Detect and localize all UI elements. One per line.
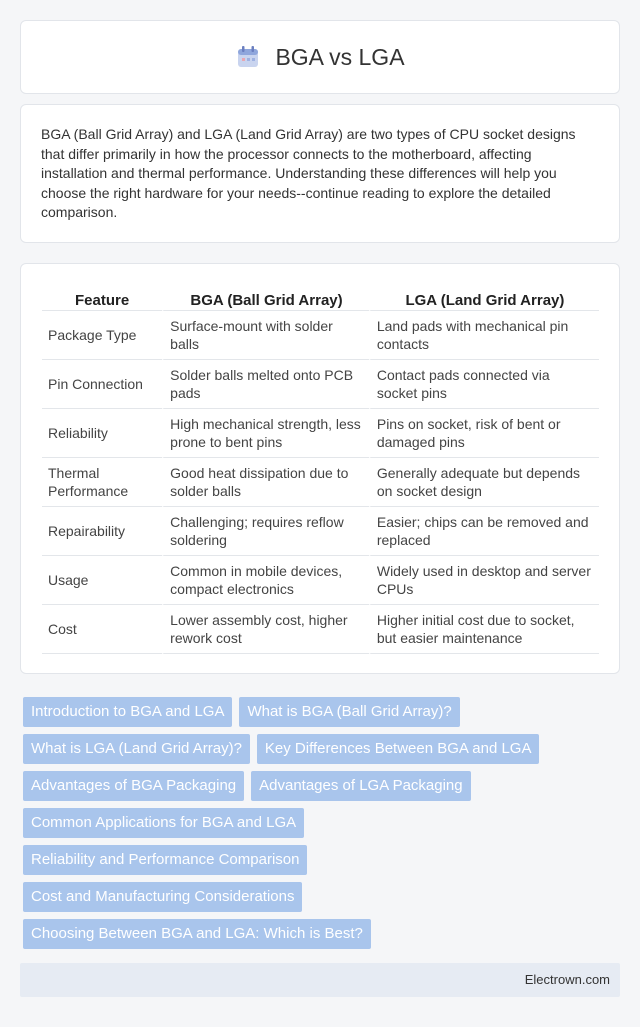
cell-feature: Thermal Performance	[42, 458, 162, 507]
table-row	[42, 360, 599, 409]
link-what-is-lga[interactable]: What is LGA (Land Grid Array)?	[23, 734, 250, 764]
table-row	[42, 556, 599, 605]
table-row	[42, 507, 599, 556]
cell-feature: Package Type	[42, 311, 162, 360]
link-advantages-bga[interactable]: Advantages of BGA Packaging	[23, 771, 244, 801]
link-reliability-performance[interactable]: Reliability and Performance Comparison	[23, 845, 307, 875]
cell-lga: Pins on socket, risk of bent or damaged pins	[369, 409, 599, 458]
cell-feature: Cost	[42, 605, 162, 654]
table-row	[42, 409, 599, 458]
cell-feature: Reliability	[42, 409, 162, 458]
header-bga: BGA (Ball Grid Array)	[162, 282, 369, 311]
link-cost-manufacturing[interactable]: Cost and Manufacturing Considerations	[23, 882, 302, 912]
table-row	[42, 458, 599, 507]
comparison-card	[20, 263, 620, 674]
link-common-applications[interactable]: Common Applications for BGA and LGA	[23, 808, 304, 838]
header-lga: LGA (Land Grid Array)	[369, 282, 599, 311]
link-introduction[interactable]: Introduction to BGA and LGA	[23, 697, 232, 727]
header-feature: Feature	[42, 282, 162, 311]
cell-bga: High mechanical strength, less prone to bent pins	[162, 409, 369, 458]
cell-lga: Higher initial cost due to socket, but easier maintenance	[369, 605, 599, 654]
cell-feature: Repairability	[42, 507, 162, 556]
table-row	[42, 605, 599, 654]
footer	[20, 963, 620, 997]
topic-links	[23, 697, 617, 956]
page-title: BGA vs LGA	[275, 43, 405, 70]
intro-text: BGA (Ball Grid Array) and LGA (Land Grid Array) are two types of CPU socket designs that differ primarily in how the processor connects to the motherboard, affecting installation and thermal performance. Understanding these differences will help you choose the right hardware for your needs--continue reading to explore the detailed comparison.	[41, 126, 576, 221]
cell-bga: Good heat dissipation due to solder balls	[162, 458, 369, 507]
footer-site[interactable]: Electrown.com	[524, 972, 610, 987]
link-advantages-lga[interactable]: Advantages of LGA Packaging	[251, 771, 470, 801]
cell-bga: Common in mobile devices, compact electronics	[162, 556, 369, 605]
cell-lga: Land pads with mechanical pin contacts	[369, 311, 599, 360]
cell-bga: Surface-mount with solder balls	[162, 311, 369, 360]
cell-lga: Generally adequate but depends on socket design	[369, 458, 599, 507]
cell-lga: Easier; chips can be removed and replaced	[369, 507, 599, 556]
cell-bga: Solder balls melted onto PCB pads	[162, 360, 369, 409]
link-choosing[interactable]: Choosing Between BGA and LGA: Which is Best?	[23, 919, 371, 949]
calendar-icon	[235, 44, 261, 70]
link-what-is-bga[interactable]: What is BGA (Ball Grid Array)?	[239, 697, 459, 727]
cell-bga: Challenging; requires reflow soldering	[162, 507, 369, 556]
cell-feature: Usage	[42, 556, 162, 605]
table-row	[42, 311, 599, 360]
cell-bga: Lower assembly cost, higher rework cost	[162, 605, 369, 654]
page-header	[20, 20, 620, 94]
cell-feature: Pin Connection	[42, 360, 162, 409]
intro-card	[20, 104, 620, 243]
cell-lga: Contact pads connected via socket pins	[369, 360, 599, 409]
link-key-differences[interactable]: Key Differences Between BGA and LGA	[257, 734, 540, 764]
comparison-table	[42, 282, 599, 654]
cell-lga: Widely used in desktop and server CPUs	[369, 556, 599, 605]
